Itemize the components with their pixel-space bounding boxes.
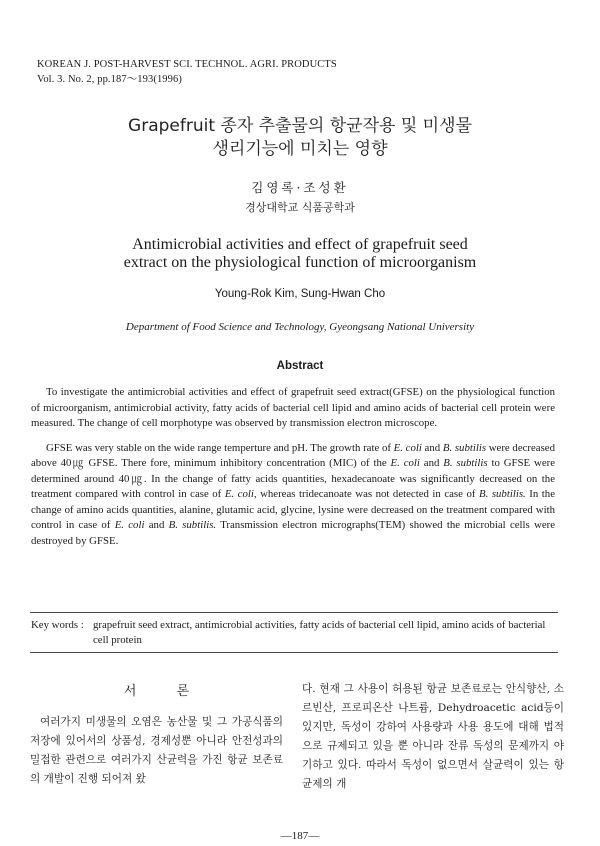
english-affiliation: Department of Food Science and Technology, Gyeongsang National University bbox=[125, 321, 475, 333]
intro-right-column bbox=[302, 680, 564, 794]
keywords bbox=[31, 618, 558, 648]
intro-right-text: 다. 현재 그 사용이 허용된 항균 보존료로는 안식향산, 소르빈산, 프로피온산 나트륨, Dehydroacetic acid등이 있지만, 독성이 강하여 사용량과 사용 용도에 대해 법적으로 규제되고 있을 뿐 아니라 잔류 독성의 문제까지 야기하고 있다. 따라서 독성이 없으면서 살균력이 있는 항균제의 개 bbox=[302, 683, 564, 790]
abstract-text: and bbox=[144, 519, 169, 531]
korean-title-line2: 생리기능에 미치는 영향 bbox=[212, 139, 388, 159]
abstract-text: whereas tridecanoate was not detected in case of bbox=[256, 488, 479, 500]
species-name: E. coli, bbox=[224, 488, 257, 500]
page-number: —187— bbox=[280, 830, 320, 842]
species-name: B. subtilis. bbox=[479, 488, 526, 500]
abstract-text: In the change of amino acids quantities, alanine, glutamic acid, glycine, lysine were decreased on the treatment compared with control in case of bbox=[31, 488, 555, 531]
abstract-text: were decreased above 40㎍ GFSE. There fore, minimum inhibitory concentration (MIC) of the bbox=[31, 441, 555, 469]
english-authors: Young-Rok Kim, Sung-Hwan Cho bbox=[214, 288, 386, 300]
species-name: B. subtilis bbox=[442, 441, 487, 454]
journal-header bbox=[37, 57, 337, 87]
korean-title-line1: Grapefruit 종자 추출물의 항균작용 및 미생물 bbox=[128, 116, 472, 136]
english-title-line1: Antimicrobial activities and effect of grapefruit seed bbox=[132, 236, 468, 253]
abstract-paragraph-1: To investigate the antimicrobial activities and effect of grapefruit seed extract(GFSE) on the physiological function of microorganism, antimicrobial activity, fatty acids of bacterial cell lipid and amino acids of bacterial cell protein were measured. The change of cell morphotype was observed by transmission electron microscope. bbox=[31, 386, 555, 429]
korean-affiliation: 경상대학교 식품공학과 bbox=[245, 201, 355, 214]
keywords-top-rule bbox=[30, 612, 558, 613]
keywords-text: grapefruit seed extract, antimicrobial activities, fatty acids of bacterial cell lipid, amino acids of bacterial cell protein bbox=[93, 619, 546, 646]
intro-left-text: 여러가지 미생물의 오염은 농산물 및 그 가공식품의 저장에 있어서의 상품성, 경제성뿐 아니라 안전성과의 밀접한 관련으로 여러가지 산균력을 가진 항균 보존료의 개발이 진행 되어져 왔 bbox=[30, 716, 283, 785]
abstract-text: to GFSE were determined around 40㎍. In the change of fatty acids quantities, hexadecanoate was significantly decreased on the treatment compared with control in case of bbox=[31, 457, 555, 500]
abstract-heading: Abstract bbox=[276, 360, 324, 372]
korean-title bbox=[40, 115, 560, 161]
english-title bbox=[40, 236, 560, 272]
species-name: E. coli bbox=[114, 519, 145, 531]
species-name: E. coli bbox=[390, 457, 420, 469]
keywords-label: Key words : bbox=[31, 619, 84, 631]
journal-name: KOREAN J. POST-HARVEST SCI. TECHNOL. AGRI. PRODUCTS bbox=[37, 59, 337, 70]
abstract-text: and bbox=[421, 441, 443, 454]
intro-left-column bbox=[30, 680, 283, 789]
species-name: B. subtilis. bbox=[168, 519, 217, 531]
english-title-line2: extract on the physiological function of microorganism bbox=[123, 254, 477, 271]
species-name: E. coli bbox=[393, 441, 422, 454]
korean-authors: 김영록·조성환 bbox=[251, 180, 349, 195]
abstract-body bbox=[31, 385, 555, 558]
keywords-bottom-rule bbox=[30, 652, 558, 653]
abstract-paragraph-2 bbox=[31, 441, 555, 550]
journal-volume: Vol. 3. No. 2, pp.187～193(1996) bbox=[37, 74, 182, 85]
section-heading-introduction: 서 론 bbox=[123, 684, 208, 699]
species-name: B. subtilis bbox=[443, 457, 488, 469]
abstract-text: Transmission electron micrographs(TEM) showed the microbial cells were destroyed by GFSE. bbox=[31, 519, 555, 547]
abstract-text: GFSE was very stable on the wide range temperture and pH. The growth rate of bbox=[46, 441, 394, 454]
abstract-text: and bbox=[419, 457, 444, 469]
